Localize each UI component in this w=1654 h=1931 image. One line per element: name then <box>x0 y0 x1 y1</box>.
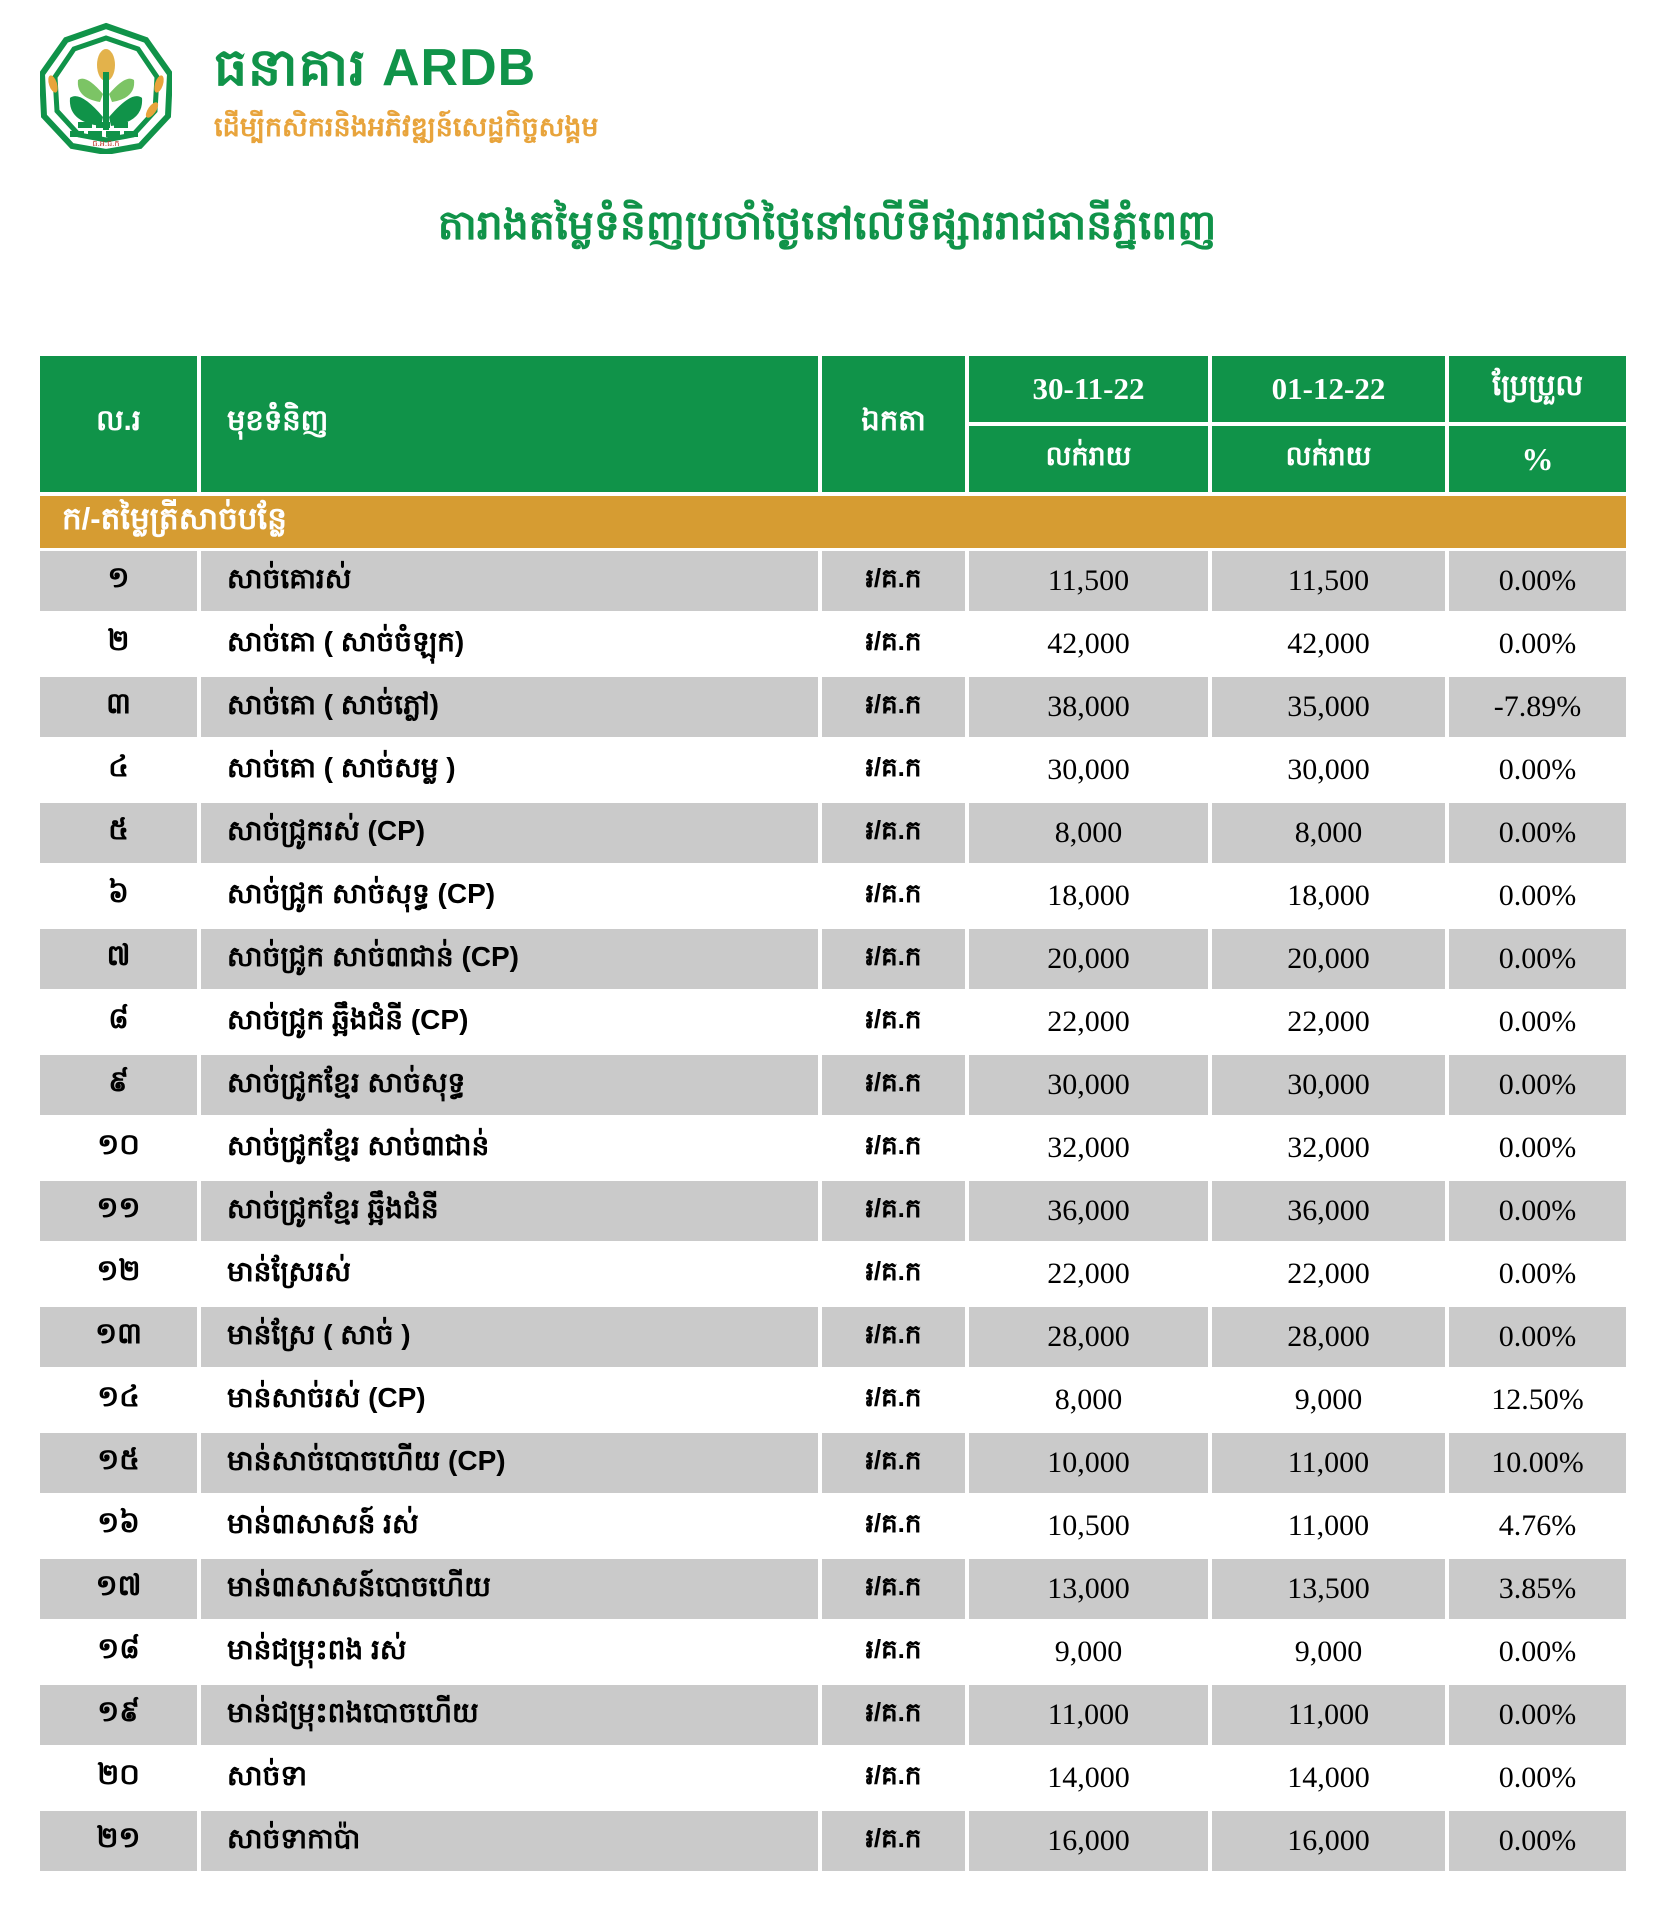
price-date-1: 10,500 <box>965 1496 1208 1556</box>
row-number: ១៣ <box>95 1318 142 1350</box>
row-number: ១២ <box>96 1255 141 1287</box>
table-row <box>40 1808 1626 1871</box>
row-number: ១៦ <box>97 1507 140 1539</box>
product-name: សាច់ជ្រូកខ្មែរ ឆ្អឹងជំនី <box>197 1181 818 1241</box>
change-percent: 0.00% <box>1445 1055 1626 1115</box>
price-date-1: 10,000 <box>965 1433 1208 1493</box>
header-no: ល.រ <box>96 405 141 437</box>
price-table <box>40 356 1626 1871</box>
product-name: សាច់ជ្រូកខ្មែរ សាច់សុទ្ធ <box>197 1055 818 1115</box>
row-number: ២ <box>107 625 130 657</box>
price-date-2: 28,000 <box>1208 1307 1445 1367</box>
product-name: សាច់ទាកាប៉ា <box>197 1811 818 1871</box>
table-row <box>40 863 1626 926</box>
price-date-2: 11,500 <box>1208 551 1445 611</box>
price-date-2: 32,000 <box>1208 1118 1445 1178</box>
change-percent: 4.76% <box>1445 1496 1626 1556</box>
price-date-1: 30,000 <box>965 740 1208 800</box>
price-date-1: 22,000 <box>965 1244 1208 1304</box>
price-date-2: 11,000 <box>1208 1685 1445 1745</box>
product-name: សាច់ជ្រូករស់ (CP) <box>197 803 818 863</box>
price-date-2: 22,000 <box>1208 992 1445 1052</box>
change-percent: 0.00% <box>1445 866 1626 926</box>
header-date-1: 30-11-22 <box>965 356 1208 422</box>
brand-header <box>40 22 599 154</box>
product-name: សាច់ជ្រូក ឆ្អឹងជំនី (CP) <box>197 992 818 1052</box>
row-number: ១៥ <box>97 1444 140 1476</box>
unit-label: ៛/គ.ក <box>818 1811 965 1871</box>
price-date-1: 8,000 <box>965 1370 1208 1430</box>
price-date-1: 11,000 <box>965 1685 1208 1745</box>
unit-label: ៛/គ.ក <box>818 614 965 674</box>
price-date-1: 13,000 <box>965 1559 1208 1619</box>
header-retail-2: លក់រាយ <box>1208 426 1445 492</box>
row-number: ៨ <box>108 1003 129 1035</box>
price-date-2: 20,000 <box>1208 929 1445 989</box>
unit-label: ៛/គ.ក <box>818 1055 965 1115</box>
price-date-2: 9,000 <box>1208 1370 1445 1430</box>
change-percent: 12.50% <box>1445 1370 1626 1430</box>
header-dates-block <box>965 356 1626 492</box>
price-date-1: 20,000 <box>965 929 1208 989</box>
table-row <box>40 1682 1626 1745</box>
unit-label: ៛/គ.ក <box>818 1307 965 1367</box>
change-percent: 0.00% <box>1445 1181 1626 1241</box>
unit-label: ៛/គ.ក <box>818 1622 965 1682</box>
change-percent: 0.00% <box>1445 1685 1626 1745</box>
unit-label: ៛/គ.ក <box>818 551 965 611</box>
unit-label: ៛/គ.ក <box>818 1181 965 1241</box>
row-number: ១១ <box>96 1192 141 1224</box>
price-date-1: 36,000 <box>965 1181 1208 1241</box>
price-date-1: 38,000 <box>965 677 1208 737</box>
product-name: មាន់ស្រែរស់ <box>197 1244 818 1304</box>
price-date-2: 13,500 <box>1208 1559 1445 1619</box>
header-retail-1: លក់រាយ <box>965 426 1208 492</box>
change-percent: 0.00% <box>1445 614 1626 674</box>
row-number: ៦ <box>108 877 129 909</box>
change-percent: 0.00% <box>1445 1244 1626 1304</box>
table-body <box>40 548 1626 1871</box>
product-name: មាន់ជម្រុះពងបោចហើយ <box>197 1685 818 1745</box>
price-date-2: 11,000 <box>1208 1496 1445 1556</box>
product-name: សាច់ជ្រូក សាច់សុទ្ធ (CP) <box>197 866 818 926</box>
product-name: មាន់ជម្រុះពង រស់ <box>197 1622 818 1682</box>
unit-label: ៛/គ.ក <box>818 1496 965 1556</box>
product-name: សាច់ជ្រូក សាច់៣ជាន់ (CP) <box>197 929 818 989</box>
unit-label: ៛/គ.ក <box>818 1433 965 1493</box>
unit-label: ៛/គ.ក <box>818 929 965 989</box>
price-date-2: 42,000 <box>1208 614 1445 674</box>
table-row <box>40 1430 1626 1493</box>
unit-label: ៛/គ.ក <box>818 1685 965 1745</box>
product-name: មាន់៣សាសន៍បោចហើយ <box>197 1559 818 1619</box>
price-date-2: 9,000 <box>1208 1622 1445 1682</box>
table-row <box>40 926 1626 989</box>
row-number: ២០ <box>97 1759 140 1791</box>
price-date-1: 8,000 <box>965 803 1208 863</box>
product-name: សាច់ទា <box>197 1748 818 1808</box>
product-name: សាច់គោ ( សាច់ភ្លៅ) <box>197 677 818 737</box>
unit-label: ៛/គ.ក <box>818 803 965 863</box>
price-date-1: 16,000 <box>965 1811 1208 1871</box>
table-row <box>40 1745 1626 1808</box>
price-date-1: 18,000 <box>965 866 1208 926</box>
change-percent: -7.89% <box>1445 677 1626 737</box>
row-number: ៧ <box>106 940 131 972</box>
row-number: ៥ <box>108 814 129 846</box>
brand-text-block <box>214 22 599 150</box>
price-date-2: 16,000 <box>1208 1811 1445 1871</box>
logo-caption: ធ.អ.ជ.ក <box>92 139 120 148</box>
change-percent: 0.00% <box>1445 803 1626 863</box>
price-date-1: 32,000 <box>965 1118 1208 1178</box>
unit-label: ៛/គ.ក <box>818 1370 965 1430</box>
product-name: សាច់គោ ( សាច់ចំឡុក) <box>197 614 818 674</box>
section-band: ក/-តម្លៃត្រីសាច់បន្លែ <box>40 496 1626 548</box>
table-row <box>40 1241 1626 1304</box>
table-row <box>40 1493 1626 1556</box>
change-percent: 0.00% <box>1445 551 1626 611</box>
table-row <box>40 737 1626 800</box>
change-percent: 0.00% <box>1445 1118 1626 1178</box>
unit-label: ៛/គ.ក <box>818 1559 965 1619</box>
row-number: ៤ <box>108 751 129 783</box>
price-date-2: 30,000 <box>1208 740 1445 800</box>
price-date-1: 11,500 <box>965 551 1208 611</box>
table-row <box>40 674 1626 737</box>
row-number: ១៩ <box>97 1696 140 1728</box>
row-number: ២១ <box>96 1822 141 1854</box>
row-number: ១ <box>107 562 130 594</box>
table-row <box>40 1556 1626 1619</box>
row-number: ១០ <box>97 1129 140 1161</box>
header-product: មុខទំនិញ <box>197 356 818 492</box>
header-date-2: 01-12-22 <box>1208 356 1445 422</box>
table-row <box>40 1178 1626 1241</box>
unit-label: ៛/គ.ក <box>818 677 965 737</box>
row-number: ១៤ <box>97 1381 140 1413</box>
product-name: មាន់សាច់រស់ (CP) <box>197 1370 818 1430</box>
price-date-1: 28,000 <box>965 1307 1208 1367</box>
table-row <box>40 800 1626 863</box>
table-row <box>40 1304 1626 1367</box>
price-date-1: 42,000 <box>965 614 1208 674</box>
header-change: ប្រែប្រួល <box>1445 356 1626 422</box>
header-percent: % <box>1445 426 1626 492</box>
unit-label: ៛/គ.ក <box>818 1118 965 1178</box>
row-number: ៩ <box>108 1066 129 1098</box>
change-percent: 0.00% <box>1445 740 1626 800</box>
price-date-2: 36,000 <box>1208 1181 1445 1241</box>
unit-label: ៛/គ.ក <box>818 1748 965 1808</box>
unit-label: ៛/គ.ក <box>818 740 965 800</box>
price-date-1: 22,000 <box>965 992 1208 1052</box>
table-row <box>40 548 1626 611</box>
page-title: តារាងតម្លៃទំនិញប្រចាំថ្ងៃនៅលើទីផ្សាររាជធានីភ្នំពេញ <box>437 202 1217 248</box>
change-percent: 0.00% <box>1445 1622 1626 1682</box>
brand-name: ធនាគារ ARDB <box>214 39 537 97</box>
change-percent: 0.00% <box>1445 929 1626 989</box>
price-date-2: 30,000 <box>1208 1055 1445 1115</box>
change-percent: 0.00% <box>1445 1307 1626 1367</box>
change-percent: 10.00% <box>1445 1433 1626 1493</box>
unit-label: ៛/គ.ក <box>818 1244 965 1304</box>
product-name: មាន់៣សាសន៍ រស់ <box>197 1496 818 1556</box>
product-name: មាន់សាច់បោចហើយ (CP) <box>197 1433 818 1493</box>
price-date-2: 8,000 <box>1208 803 1445 863</box>
price-date-1: 9,000 <box>965 1622 1208 1682</box>
brand-tagline: ដើម្បីកសិករនិងអភិវឌ្ឍន៍សេដ្ឋកិច្ចសង្គម <box>214 112 599 143</box>
row-number: ៣ <box>106 688 131 720</box>
header-unit: ឯកតា <box>818 356 965 492</box>
row-number: ១៨ <box>97 1633 140 1665</box>
price-date-2: 11,000 <box>1208 1433 1445 1493</box>
product-name: សាច់ជ្រូកខ្មែរ សាច់៣ជាន់ <box>197 1118 818 1178</box>
table-row <box>40 1367 1626 1430</box>
price-date-2: 14,000 <box>1208 1748 1445 1808</box>
table-row <box>40 611 1626 674</box>
price-date-2: 22,000 <box>1208 1244 1445 1304</box>
price-date-1: 14,000 <box>965 1748 1208 1808</box>
ardb-logo-icon <box>40 22 172 154</box>
price-date-2: 35,000 <box>1208 677 1445 737</box>
unit-label: ៛/គ.ក <box>818 866 965 926</box>
price-date-1: 30,000 <box>965 1055 1208 1115</box>
change-percent: 0.00% <box>1445 1748 1626 1808</box>
price-date-2: 18,000 <box>1208 866 1445 926</box>
row-number: ១៧ <box>95 1570 142 1602</box>
table-header <box>40 356 1626 492</box>
product-name: សាច់គោ ( សាច់សម្ល ) <box>197 740 818 800</box>
table-row <box>40 1619 1626 1682</box>
table-row <box>40 1115 1626 1178</box>
unit-label: ៛/គ.ក <box>818 992 965 1052</box>
change-percent: 0.00% <box>1445 1811 1626 1871</box>
product-name: សាច់គោរស់ <box>197 551 818 611</box>
product-name: មាន់ស្រែ ( សាច់ ) <box>197 1307 818 1367</box>
table-row <box>40 989 1626 1052</box>
change-percent: 3.85% <box>1445 1559 1626 1619</box>
change-percent: 0.00% <box>1445 992 1626 1052</box>
table-row <box>40 1052 1626 1115</box>
